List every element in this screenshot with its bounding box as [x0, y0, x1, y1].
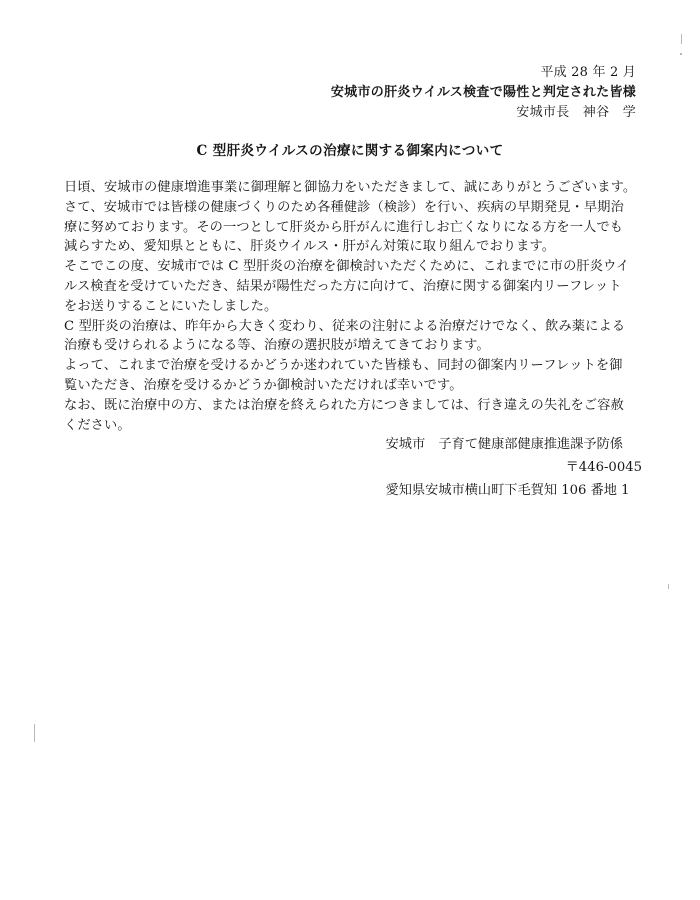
body-line: さて、安城市では皆様の健康づくりのため各種健診（検診）を行い、疾病の早期発見・早期治 — [64, 199, 624, 215]
contact-address: 愛知県安城市横山町下毛賀知 106 番地 1 — [385, 483, 630, 498]
body-line: をお送りすることにいたしました。 — [64, 298, 278, 314]
scan-mark — [668, 584, 669, 589]
scan-mark — [34, 724, 35, 742]
document-title: C 型肝炎ウイルスの治療に関する御案内について — [196, 143, 504, 159]
contact-postal-code: 〒446-0045 — [565, 460, 642, 475]
body-line: 日頃、安城市の健康増進事業に御理解と御協力をいただきまして、誠にありがとうございます。 — [64, 180, 637, 195]
scan-mark — [681, 34, 682, 44]
body-line: 減らすため、愛知県とともに、肝炎ウイルス・肝がん対策に取り組んでおります。 — [64, 239, 556, 255]
letter-sender: 安城市長 神谷 学 — [516, 105, 636, 120]
letter-date: 平成 28 年 2 月 — [540, 65, 636, 80]
letter-body — [64, 178, 642, 435]
letter-header — [331, 63, 636, 123]
letter-recipient: 安城市の肝炎ウイルス検査で陽性と判定された皆様 — [330, 85, 636, 100]
body-line: ください。 — [64, 417, 131, 433]
body-line: C 型肝炎の治療は、昨年から大きく変わり、従来の注射による治療だけでなく、飲み薬による — [64, 318, 626, 334]
scan-mark — [680, 53, 682, 55]
body-line: 療に努めております。その一つとして肝炎から肝がんに進行しお亡くなりになる方を一人でも — [64, 219, 624, 235]
contact-block — [386, 433, 642, 502]
body-line: 覧いただき、治療を受けるかどうか御検討いただければ幸いです。 — [64, 377, 463, 393]
body-line: 治療も受けられるようになる等、治療の選択肢が増えてきております。 — [64, 338, 490, 354]
body-line: よって、これまで治療を受けるかどうか迷われていた皆様も、同封の御案内リーフレットを御 — [64, 358, 623, 374]
contact-department: 安城市 子育て健康部健康推進課予防係 — [385, 437, 623, 452]
body-line: ルス検査を受けていただき、結果が陽性だった方に向けて、治療に関する御案内リーフレット — [64, 278, 622, 294]
body-line: なお、既に治療中の方、または治療を終えられた方につきましては、行き違えの失礼をご容赦 — [64, 397, 624, 413]
body-line: そこでこの度、安城市では C 型肝炎の治療を御検討いただくために、これまでに市の肝炎ウイ — [64, 259, 630, 275]
